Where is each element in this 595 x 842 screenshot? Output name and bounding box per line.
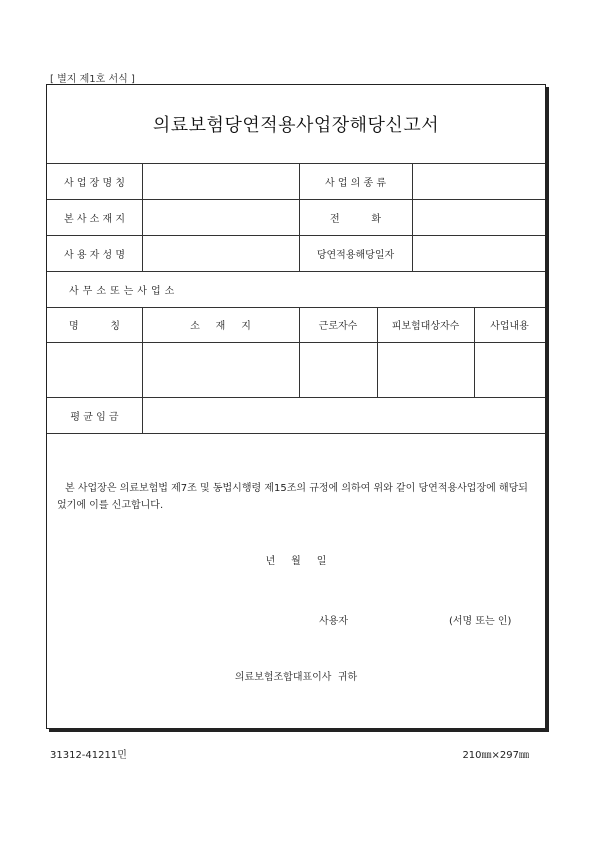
worker-count-field[interactable]: [299, 342, 377, 397]
business-content-field[interactable]: [474, 342, 545, 397]
applicable-date-field[interactable]: [412, 235, 545, 271]
insured-count-field[interactable]: [377, 342, 474, 397]
date-line: 년 월 일: [265, 556, 327, 567]
employer-label: 사용자: [319, 616, 348, 627]
form-code: 31312-41211민: [50, 750, 127, 761]
phone-label: 전 화: [329, 213, 382, 225]
office-section-label: 사무소또는사업소: [69, 285, 179, 297]
employer-name-label: 사 용 자 성 명: [63, 249, 125, 261]
average-wage-field[interactable]: [142, 397, 545, 433]
office-location-field[interactable]: [142, 342, 299, 397]
office-name-column-header: 명 칭: [68, 321, 121, 332]
form-number-label: [ 별지 제1호 서식 ]: [50, 74, 135, 85]
declaration-text: 본 사업장은 의료보험법 제7조 및 동법시행령 제15조의 규정에 의하여 위와 같이 당연적용사업장에 해당되었기에 이를 신고합니다.: [57, 483, 528, 511]
average-wage-label: 평 균 임 금: [70, 411, 119, 423]
divider: [47, 433, 545, 434]
phone-field[interactable]: [412, 199, 545, 235]
form-title: 의료보험당연적용사업장해당신고서: [152, 115, 440, 136]
office-name-field[interactable]: [47, 342, 142, 397]
business-type-field[interactable]: [412, 163, 545, 199]
business-name-label: 사 업 장 명 칭: [63, 177, 125, 189]
worker-count-column-header: 근로자수: [318, 321, 358, 332]
business-content-column-header: 사업내용: [490, 321, 529, 332]
business-name-field[interactable]: [142, 163, 299, 199]
report-form: [46, 84, 546, 729]
business-type-label: 사 업 의 종 류: [324, 177, 386, 189]
head-office-address-label: 본 사 소 재 지: [63, 213, 125, 225]
office-location-column-header: 소 재 지: [190, 321, 251, 332]
head-office-address-field[interactable]: [142, 199, 299, 235]
insured-count-column-header: 피보험대상자수: [391, 321, 460, 332]
recipient-line: 의료보험조합대표이사 귀하: [234, 672, 358, 683]
applicable-date-label: 당연적용해당일자: [316, 249, 395, 261]
paper-size: 210㎜×297㎜: [462, 750, 529, 761]
employer-name-field[interactable]: [142, 235, 299, 271]
signature-label: (서명 또는 인): [449, 616, 512, 627]
